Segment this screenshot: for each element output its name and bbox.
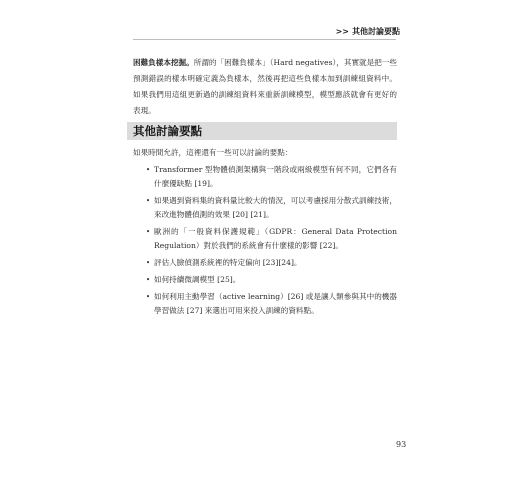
list-item <box>146 290 397 318</box>
bullet-icon: • <box>146 197 151 205</box>
list-item <box>146 256 397 270</box>
chevron-marker: >> <box>335 27 349 36</box>
running-header <box>336 26 400 37</box>
intro-paragraph <box>133 55 397 119</box>
section-lead: 如果時間允許，這裡還有一些可以討論的要點： <box>133 148 293 157</box>
bullet-icon: • <box>146 228 151 236</box>
list-item-text: 如何持續微調模型 [25]。 <box>154 275 241 284</box>
list-item-text: Transformer 型物體偵測架構與一階段或兩級模型有何不同，它們各有什麼優缺點 [19]。 <box>154 165 397 188</box>
list-item <box>146 225 397 253</box>
list-item-text: 如何利用主動學習（active learning）[26] 或是讓人類參與其中的機器學習做法 [27] 來選出可用來投入訓練的資料點。 <box>154 292 397 315</box>
running-header-title: 其他討論要點 <box>352 27 400 36</box>
discussion-points-list <box>146 163 397 321</box>
list-item-text: 評估人臉偵測系統裡的特定偏向 [23][24]。 <box>154 258 302 267</box>
page-number: 93 <box>396 440 407 449</box>
list-item <box>146 163 397 191</box>
bullet-icon: • <box>146 276 151 284</box>
bullet-icon: • <box>146 166 151 174</box>
header-divider <box>133 39 396 40</box>
section-heading: 其他討論要點 <box>133 124 202 138</box>
list-item-text: 如果遇到資料集的資料量比較大的情況，可以考慮採用分散式訓練技術，來改進物體偵測的效果 [20] [21]。 <box>154 196 397 219</box>
intro-term: 困難負樣本挖掘。 <box>133 58 194 67</box>
section-heading-bar <box>127 122 397 140</box>
list-item <box>146 194 397 222</box>
list-item <box>146 273 397 287</box>
bullet-icon: • <box>146 259 151 267</box>
intro-body: 所謂的「困難負樣本」（Hard negatives），其實就是把一些預測錯誤的樣本明確定義為負樣本，然後再把這些負樣本加到訓練組資料中。如果我們用這組更新過的訓練組資料來重新訓練模型，模型應該就會有更好的表現。 <box>133 58 398 115</box>
list-item-text: 歐洲的「一般資料保護規範」（GDPR：General Data Protection Regulation）對於我們的系統會有什麼樣的影響 [22]。 <box>154 227 397 250</box>
bullet-icon: • <box>146 293 151 301</box>
